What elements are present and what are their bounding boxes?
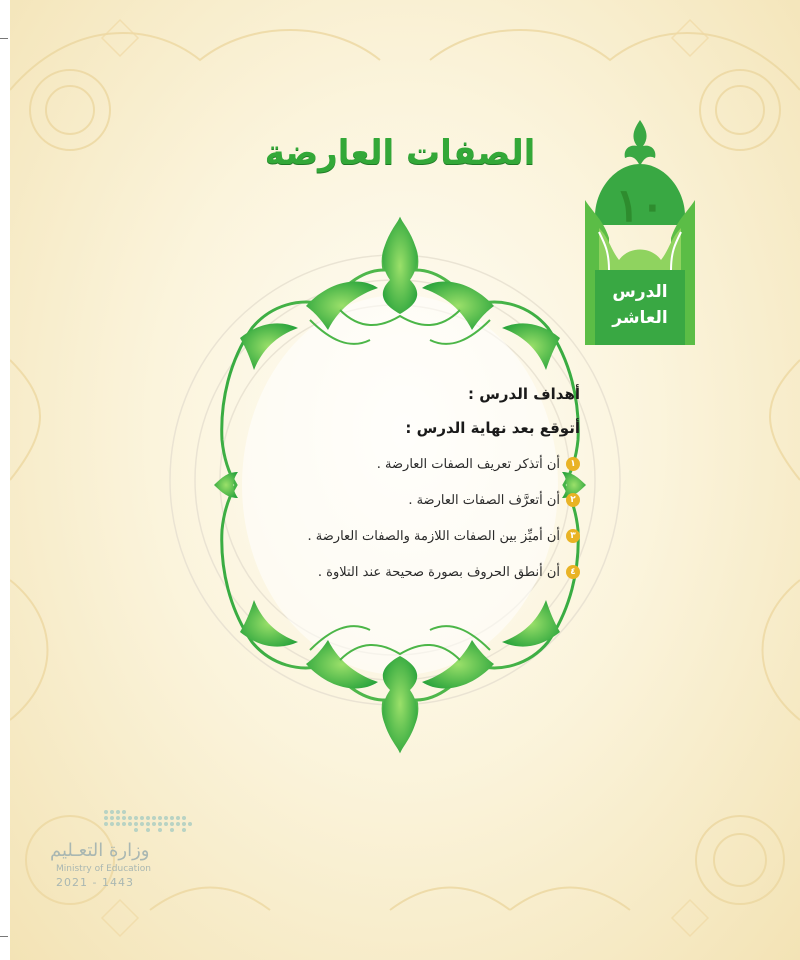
goal-text: أن أنطق الحروف بصورة صحيحة عند التلاوة . <box>317 564 560 580</box>
goals-subheading: أتوقع بعد نهاية الدرس : <box>405 419 580 437</box>
ministry-name-arabic: وزارة التعـليم <box>50 840 150 861</box>
page <box>10 0 800 960</box>
goal-text: أن أتعرَّف الصفات العارضة . <box>408 492 560 508</box>
goal-number-badge: ٢ <box>566 493 580 507</box>
lesson-badge <box>585 120 695 345</box>
goal-text: أن أميِّز بين الصفات اللازمة والصفات العارضة . <box>307 528 560 544</box>
goals-heading: أهداف الدرس : <box>468 385 580 403</box>
lesson-title: الصفات العارضة <box>264 133 536 173</box>
goal-number-badge: ٣ <box>566 529 580 543</box>
goal-number-badge: ١ <box>566 457 580 471</box>
lesson-number: ١٠ <box>615 178 665 232</box>
goal-number-badge: ٤ <box>566 565 580 579</box>
crop-mark-top-left <box>0 38 8 39</box>
lesson-label-line2: العاشر <box>612 308 668 328</box>
ministry-logo <box>50 806 210 889</box>
goal-item <box>255 525 580 547</box>
ministry-logo-dots-icon <box>100 806 200 840</box>
goal-item <box>255 561 580 583</box>
ministry-name-english: Ministry of Education <box>56 864 151 874</box>
goal-item <box>255 453 580 475</box>
goal-text: أن أتذكر تعريف الصفات العارضة . <box>376 456 560 472</box>
goal-item <box>255 489 580 511</box>
edition-year: 2021 - 1443 <box>56 876 134 889</box>
lesson-goals <box>255 385 580 597</box>
lesson-label-line1: الدرس <box>612 282 668 302</box>
crop-mark-bottom-left <box>0 936 8 937</box>
